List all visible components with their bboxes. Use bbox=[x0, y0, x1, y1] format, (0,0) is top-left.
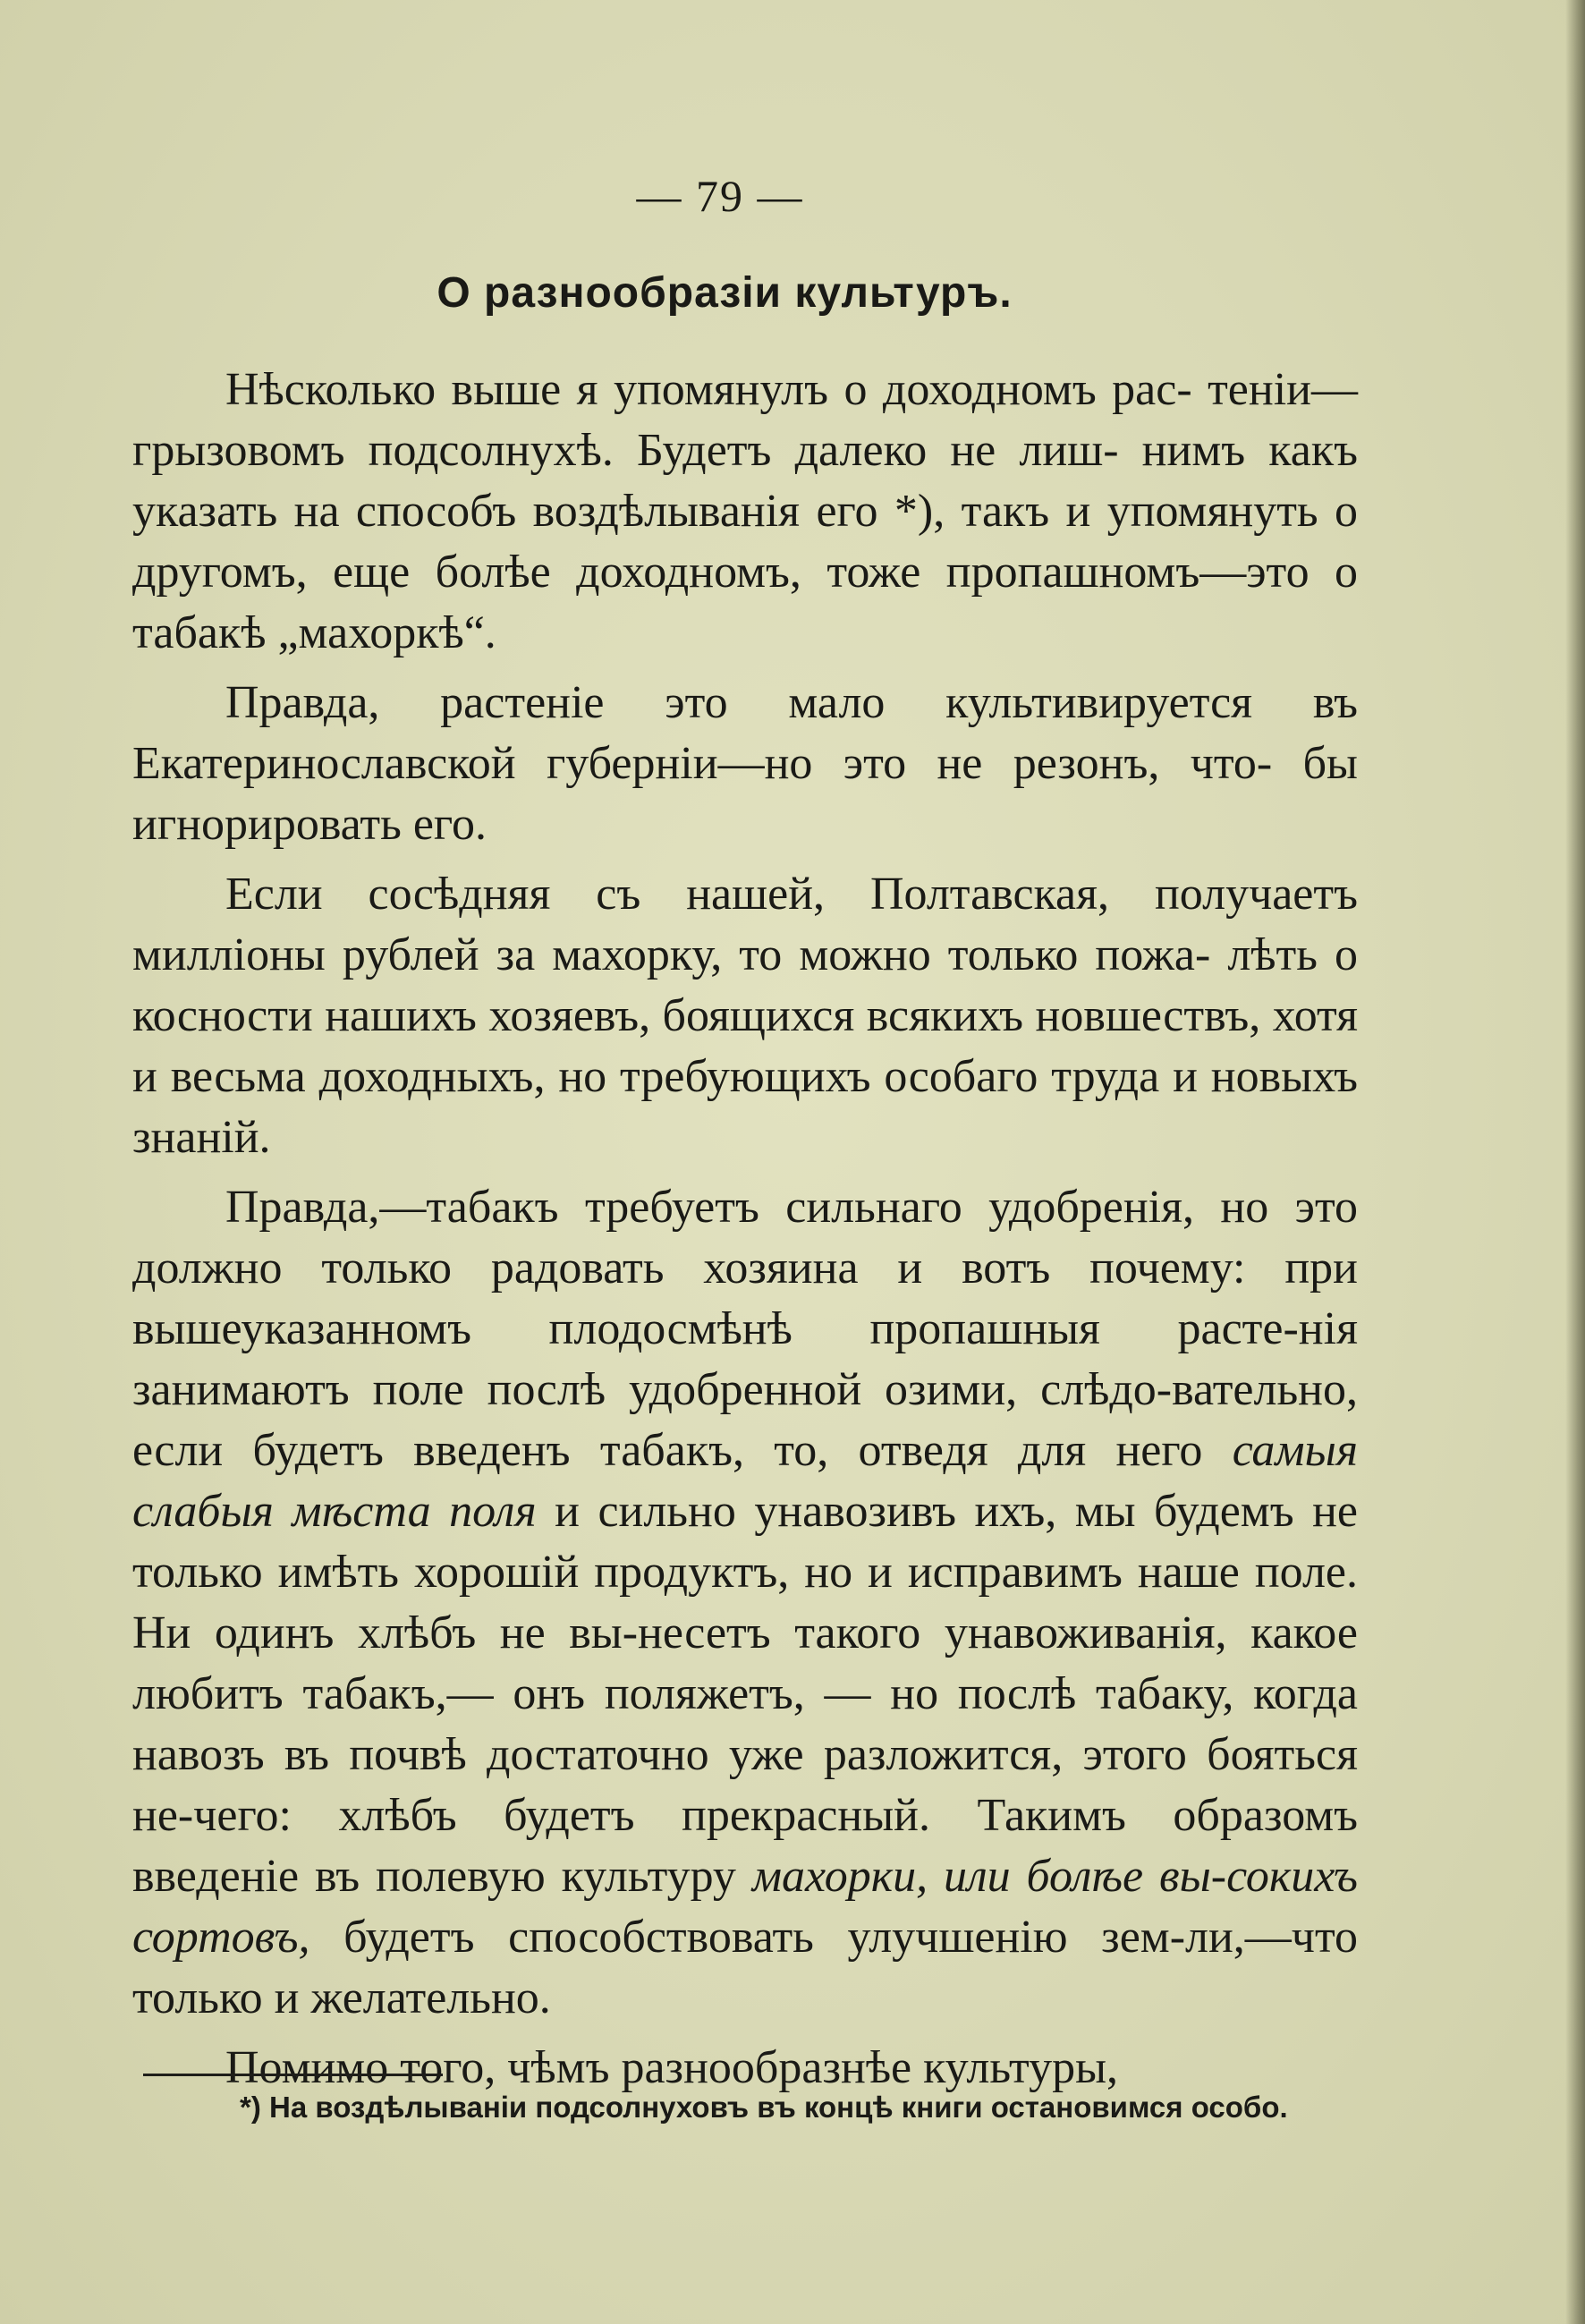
paragraph-1-text: Нѣсколько выше я упомянулъ о доходномъ рас- теніи—грызовомъ подсолнухѣ. Будетъ далеко не лиш- нимъ какъ указать на способъ воздѣлыванія его *), такъ и упомянуть о другомъ, еще болѣе доходномъ, тоже пропашномъ—это о табакѣ „махоркѣ“. bbox=[132, 364, 1358, 658]
paragraph-2-text: Правда, растеніе это мало культивируется въ Екатеринославской губерніи—но это не резонъ, что- бы игнорировать его. bbox=[132, 677, 1358, 850]
footnote-divider bbox=[143, 2074, 443, 2076]
footnote: *) На воздѣлываніи подсолнуховъ въ концѣ книги остановимся особо. bbox=[240, 2091, 1288, 2124]
paragraph-4-italic-phrase-2: махорки, или болѣе вы-сокихъ сортовъ, bbox=[132, 1851, 1358, 1963]
paragraph-3 bbox=[132, 864, 1358, 1168]
body-text bbox=[132, 360, 1358, 2108]
paragraph-4-text-start: Правда,—табакъ требуетъ сильнаго удобренія, но это должно только радовать хозяина и вотъ почему: при вышеуказанномъ плодосмѣнѣ пропашныя расте-нія занимаютъ поле послѣ удобренной озими, слѣдо-вательно, если будетъ введенъ табакъ, то, отведя для него bbox=[132, 1182, 1358, 1476]
paragraph-1 bbox=[132, 360, 1358, 664]
page-edge-shadow bbox=[1565, 0, 1585, 2324]
page-number: — 79 — bbox=[636, 171, 804, 221]
paragraph-4-text-end: будетъ способствовать улучшенію зем-ли,—что только и желательно. bbox=[132, 1912, 1358, 2023]
section-heading: О разнообразіи культуръ. bbox=[437, 269, 1013, 317]
paragraph-4-italic-phrase-1: самыя слабыя мѣста поля bbox=[132, 1425, 1358, 1537]
paragraph-4-text-middle: и сильно унавозивъ ихъ, мы будемъ не только имѣть хорошій продуктъ, но и исправимъ наше поле. Ни одинъ хлѣбъ не вы-несетъ такого унавоживанія, какое любитъ табакъ,— онъ поляжетъ, — но послѣ табаку, когда навозъ въ почвѣ достаточно уже разложится, этого бояться не-чего: хлѣбъ будетъ прекрасный. Такимъ образомъ введеніе въ полевую культуру bbox=[132, 1486, 1358, 1902]
paragraph-3-text: Если сосѣдняя съ нашей, Полтавская, получаетъ милліоны рублей за махорку, то можно только пожа- лѣть о косности нашихъ хозяевъ, боящихся всякихъ новшествъ, хотя и весьма доходныхъ, но требующихъ особаго труда и новыхъ знаній. bbox=[132, 869, 1358, 1163]
paragraph-2 bbox=[132, 673, 1358, 855]
paragraph-4 bbox=[132, 1177, 1358, 2029]
paragraph-5-text: Помимо того, чѣмъ разнообразнѣе культуры, bbox=[225, 2042, 1119, 2093]
